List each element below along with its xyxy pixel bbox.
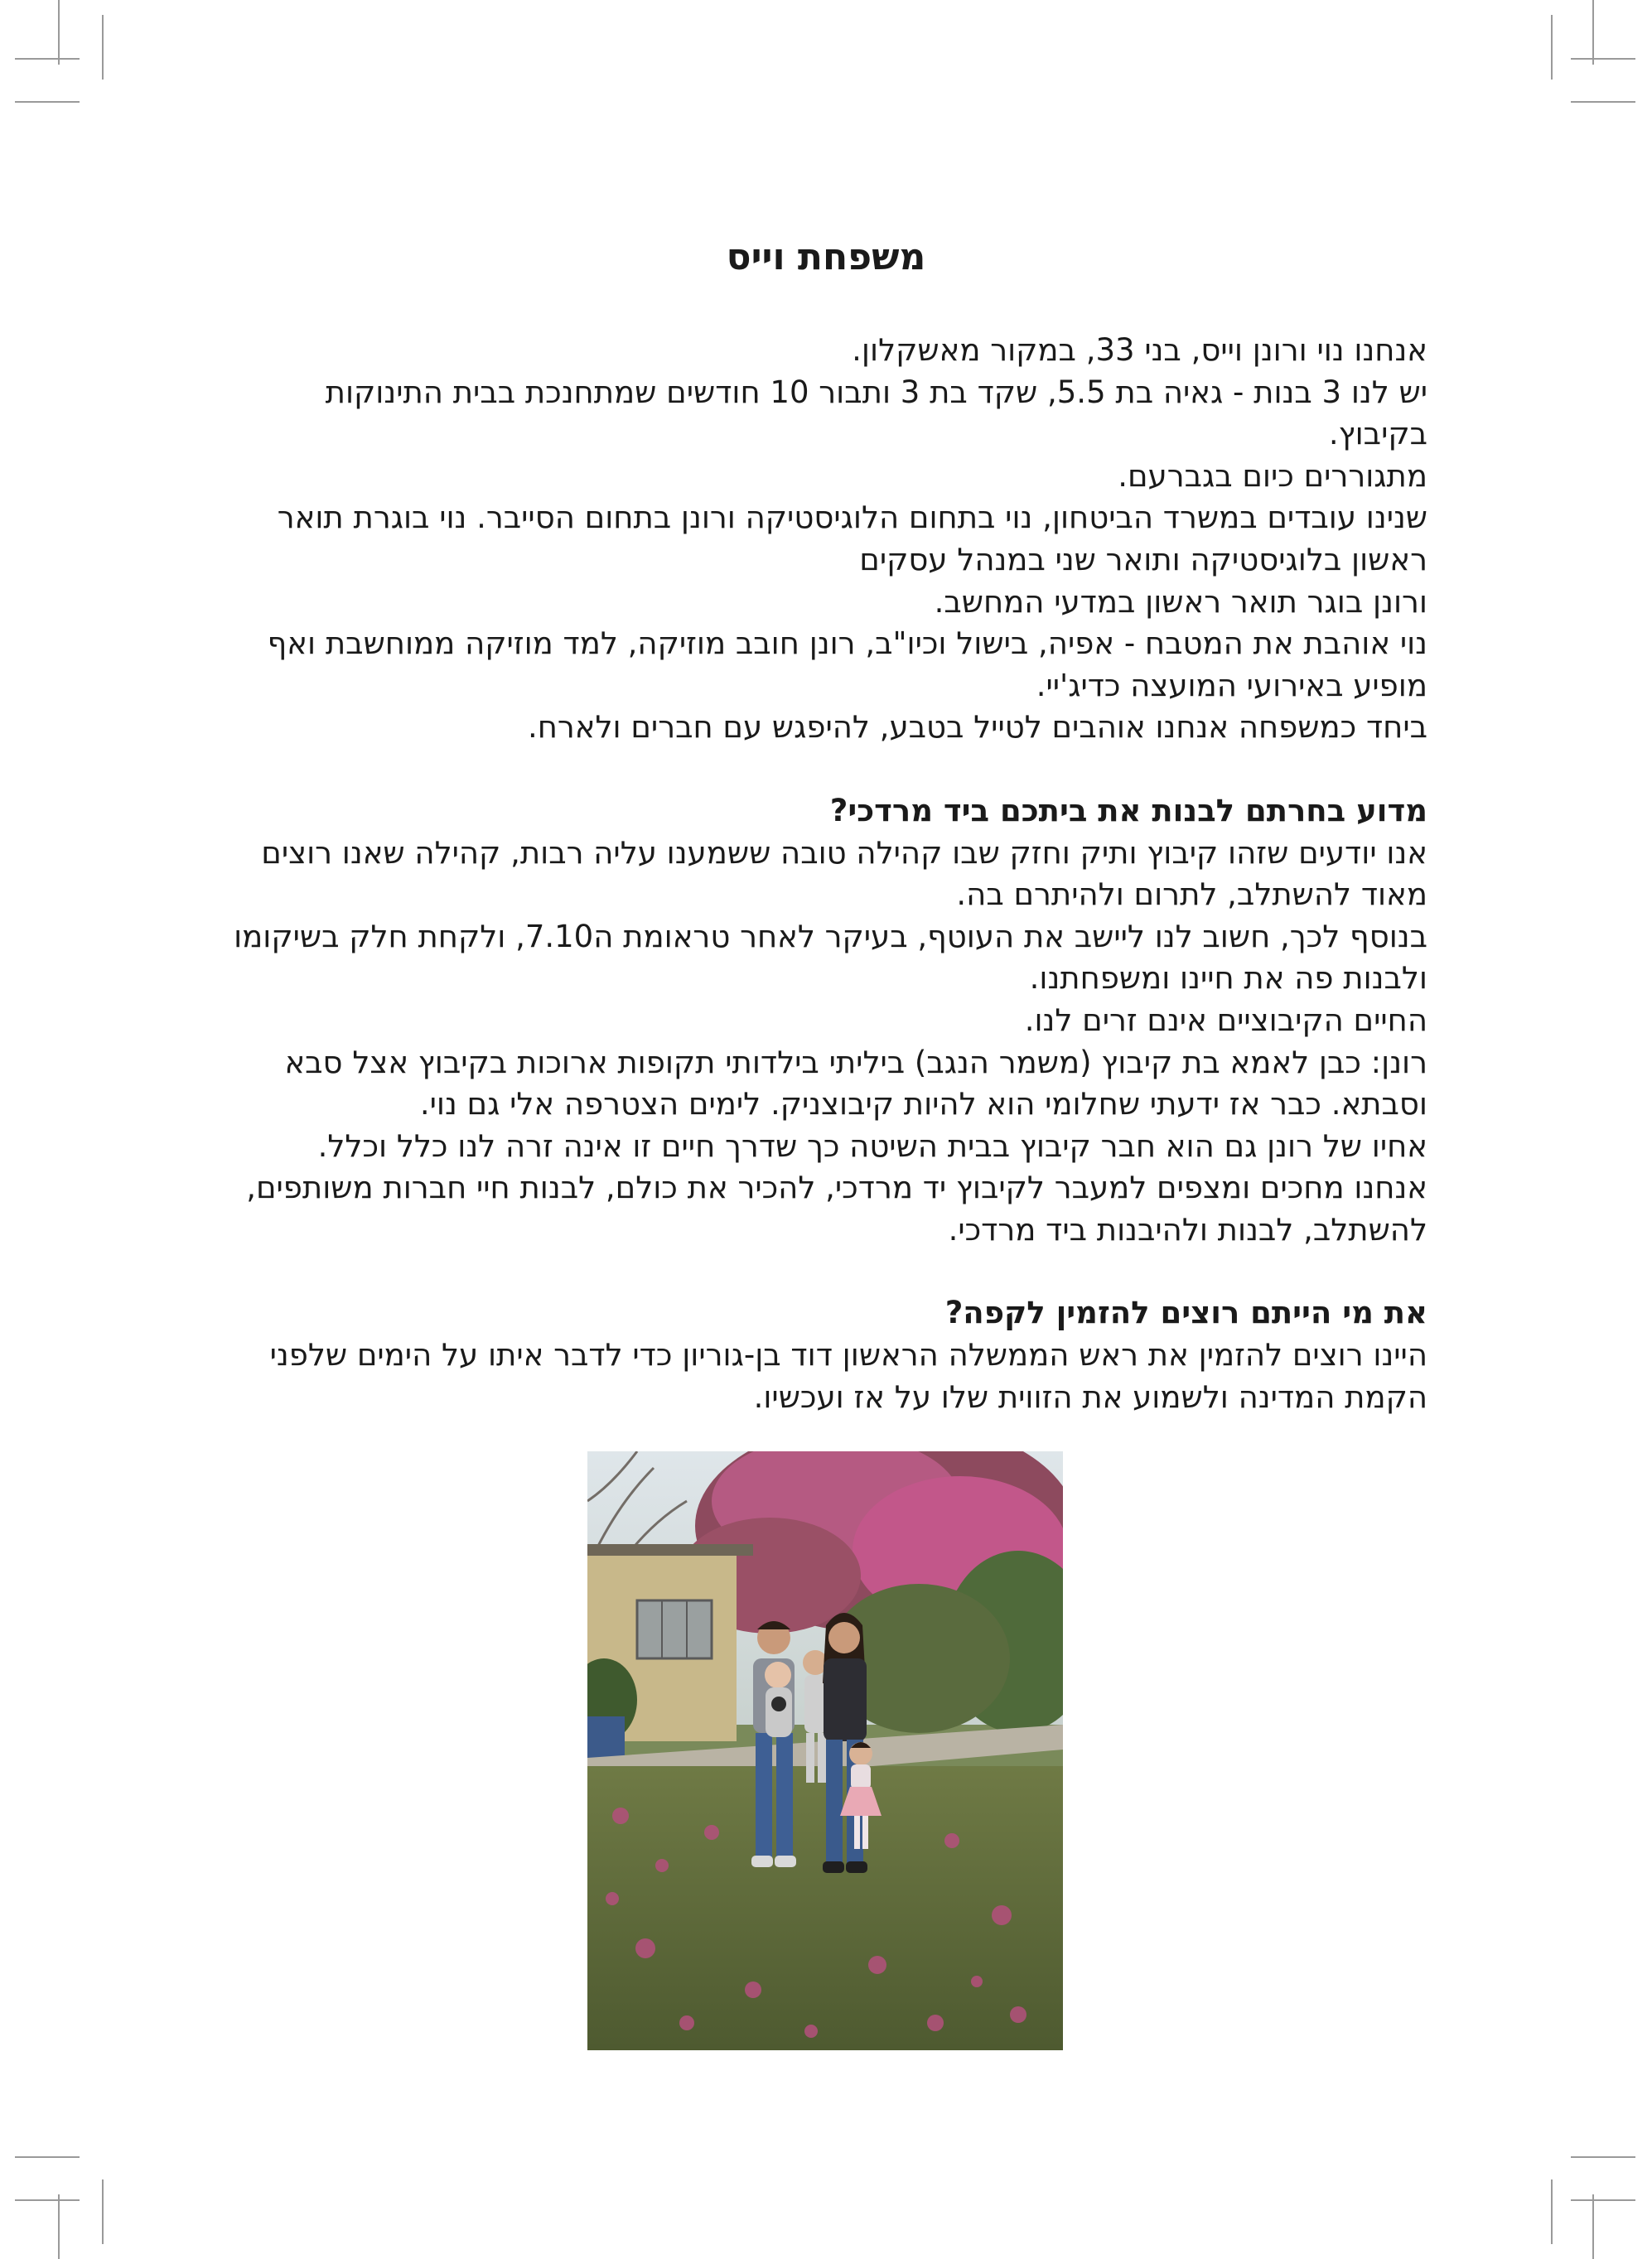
- family-photo: [587, 1451, 1063, 2050]
- why-paragraph: אחיו של רונן גם הוא חבר קיבוץ בבית השיטה כך שדרך חיים זו אינה זרה לנו כלל וכלל.: [317, 1127, 1427, 1164]
- crop-mark: [1571, 101, 1635, 103]
- why-paragraph: רונן: כבן לאמא בת קיבוץ (משמר הנגב) ביליתי בילדותי תקופות ארוכות בקיבוץ אצל סבא וסבתא. כבר אז ידעתי שחלומי הוא להיות קיבוצניק. לימים הצטרפה אלי גם נוי.: [284, 1044, 1427, 1122]
- crop-mark: [1592, 0, 1594, 65]
- why-paragraph: החיים הקיבוציים אינם זרים לנו.: [1024, 1002, 1427, 1038]
- crop-mark: [1551, 2179, 1553, 2244]
- crop-mark: [1571, 58, 1635, 60]
- section-spacer: [218, 749, 1427, 790]
- intro-paragraph: שנינו עובדים במשרד הביטחון, נוי בתחום הלוגיסטיקה ורונן בתחום הסייבר. נוי בוגרת תואר ראשון בלוגיסטיקה ותואר שני במנהל עסקים: [277, 500, 1427, 577]
- crop-mark: [1551, 15, 1553, 80]
- crop-mark: [102, 2179, 104, 2244]
- document-body: [218, 330, 1427, 1418]
- crop-mark: [15, 2156, 80, 2158]
- intro-paragraph: נוי אוהבת את המטבח - אפיה, בישול וכיו"ב, רונן חובב מוזיקה, למד מוזיקה ממוחשבת ואף מופיע באירועי המועצה כדיג'יי.: [267, 625, 1427, 703]
- intro-section: [218, 330, 1427, 749]
- crop-mark: [58, 0, 60, 65]
- why-paragraph: אנו יודעים שזהו קיבוץ ותיק וחזק שבו קהילה טובה ששמענו עליה רבות, קהילה שאנו רוצים מאוד להשתלב, לתרום ולהיתרם בה.: [261, 834, 1427, 913]
- why-section: [218, 790, 1427, 1252]
- coffee-paragraph: היינו רוצים להזמין את ראש הממשלה הראשון דוד בן-גוריון כדי לדבר איתו על הימים שלפני הקמת המדינה ולשמוע את הזווית שלו על אז ועכשיו.: [269, 1337, 1427, 1415]
- section-heading-coffee: את מי הייתם רוצים להזמין לקפה?: [944, 1295, 1427, 1331]
- section-heading-why: מדוע בחרתם לבנות את ביתכם ביד מרדכי?: [829, 792, 1427, 828]
- crop-mark: [15, 2199, 80, 2201]
- intro-paragraph: ורונן בוגר תואר ראשון במדעי המחשב.: [934, 583, 1427, 620]
- section-spacer: [218, 1251, 1427, 1292]
- intro-paragraph: יש לנו 3 בנות - גאיה בת 5.5, שקד בת 3 ותבור 10 חודשים שמתחנכת בבית התינוקות בקיבוץ.: [325, 374, 1427, 452]
- intro-paragraph: ביחד כמשפחה אנחנו אוהבים לטייל בטבע, להיפגש עם חברים ולארח.: [527, 709, 1427, 746]
- why-paragraph: אנחנו מחכים ומצפים למעבר לקיבוץ יד מרדכי, להכיר את כולם, לבנות חיי חברות משותפים, להשתלב, לבנות ולהיבנות ביד מרדכי.: [246, 1170, 1427, 1248]
- crop-mark: [1571, 2156, 1635, 2158]
- crop-mark: [102, 15, 104, 80]
- why-paragraph: בנוסף לכך, חשוב לנו ליישב את העוטף, בעיקר לאחר טראומת ה7.10, ולקחת חלק בשיקומו ולבנות פה את חיינו ומשפחתנו.: [234, 918, 1427, 997]
- crop-mark: [15, 101, 80, 103]
- intro-paragraph: מתגוררים כיום בגברעם.: [1118, 457, 1427, 494]
- crop-mark: [58, 2194, 60, 2259]
- crop-mark: [1592, 2194, 1594, 2259]
- crop-mark: [1571, 2199, 1635, 2201]
- coffee-section: [218, 1292, 1427, 1418]
- page-title: משפחת וייס: [726, 236, 926, 278]
- intro-paragraph: אנחנו נוי ורונן וייס, בני 33, במקור מאשקלון.: [852, 332, 1427, 368]
- crop-mark: [15, 58, 80, 60]
